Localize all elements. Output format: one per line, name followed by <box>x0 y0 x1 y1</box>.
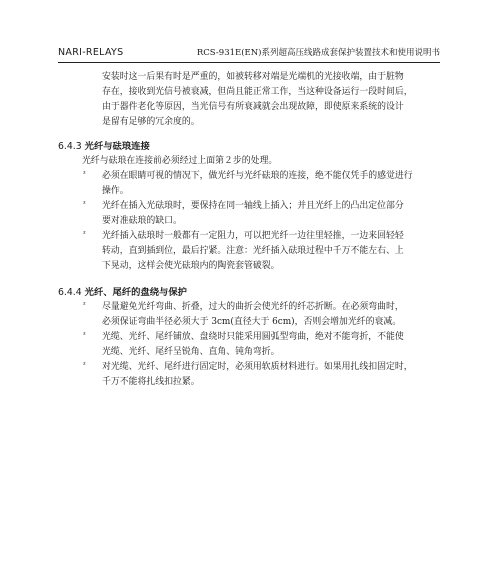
list-item <box>58 169 444 199</box>
brand-name: NARI-RELAYS <box>58 47 124 58</box>
text-line: 必须在眼睛可视的情况下，做光纤与光纤砝琅的连接，绝不能仅凭手的感觉进行 <box>102 171 413 181</box>
section-heading-6-4-3 <box>58 139 444 154</box>
list-item <box>58 300 444 330</box>
section-number: 6.4.3 <box>58 141 82 152</box>
list-item <box>58 330 444 360</box>
section-number: 6.4.4 <box>58 287 82 298</box>
bullet-mark: ² <box>83 200 86 208</box>
text-line: 必须保证弯曲半径必须大于 3cm(直径大于 6cm)，否则会增加光纤的衰减。 <box>102 317 402 327</box>
text-line: 下晃动，这样会使光砝琅内的陶瓷套管破裂。 <box>102 261 280 271</box>
text-line: 光纤在插入光砝琅时，要保持在同一轴线上插入；并且光纤上的凸出定位部分 <box>102 201 404 211</box>
bullet-mark: ² <box>83 230 86 238</box>
text-line: 操作。 <box>102 186 129 196</box>
text-line: 光纤插入砝琅时一般都有一定阻力，可以把光纤一边往里轻推，一边来回轻轻 <box>102 231 404 241</box>
section-title: 光纤与砝琅连接 <box>84 141 150 152</box>
document-title: RCS-931E(EN)系列超高压线路成套保护装置技术和使用说明书 <box>196 48 440 58</box>
bullet-mark: ² <box>83 301 86 309</box>
section-title: 光纤、尾纤的盘绕与保护 <box>84 287 187 298</box>
section-intro: 光纤与砝琅在连接前必须经过上面第２步的处理。 <box>82 156 278 166</box>
text-line: 对光缆、光纤、尾纤进行固定时，必须用软质材料进行。如果用扎线扣固定时， <box>102 362 413 372</box>
text-line: 千万不能将扎线扣拉紧。 <box>102 377 200 387</box>
text-line: 是留有足够的冗余度的。 <box>102 117 200 127</box>
list-item <box>58 360 444 390</box>
page-content <box>58 70 444 390</box>
bullet-mark: ² <box>83 331 86 339</box>
text-line: 安装时这一后果有时是严重的，如被转移对端是光端机的光接收端，由于脏物 <box>102 72 404 82</box>
text-line: 由于器件老化等原因，当光信号有所衰减就会出现故障，即使原来系统的设计 <box>102 102 404 112</box>
intro-paragraph <box>102 70 444 130</box>
section-heading-6-4-4 <box>58 285 444 300</box>
text-line: 光缆、光纤、尾纤呈锐角、直角、钝角弯折。 <box>102 347 280 357</box>
text-line: 尽量避免光纤弯曲、折叠，过大的曲折会使光纤的纤芯折断。在必须弯曲时， <box>102 302 404 312</box>
page-header <box>58 46 440 60</box>
text-line: 存在，接收到光信号被衰减，但尚且能正常工作，当这种设备运行一段时间后， <box>102 87 413 97</box>
bullet-mark: ² <box>83 170 86 178</box>
header-rule <box>58 62 440 63</box>
list-item <box>58 229 444 274</box>
text-line: 转动，直到插到位，最后拧紧。注意：光纤插入砝琅过程中千万不能左右、上 <box>102 246 404 256</box>
list-item <box>58 199 444 229</box>
bullet-mark: ² <box>83 361 86 369</box>
text-line: 光缆、光纤、尾纤铺放、盘绕时只能采用圆弧型弯曲，绝对不能弯折，不能使 <box>102 332 404 342</box>
text-line: 要对准砝琅的缺口。 <box>102 216 182 226</box>
